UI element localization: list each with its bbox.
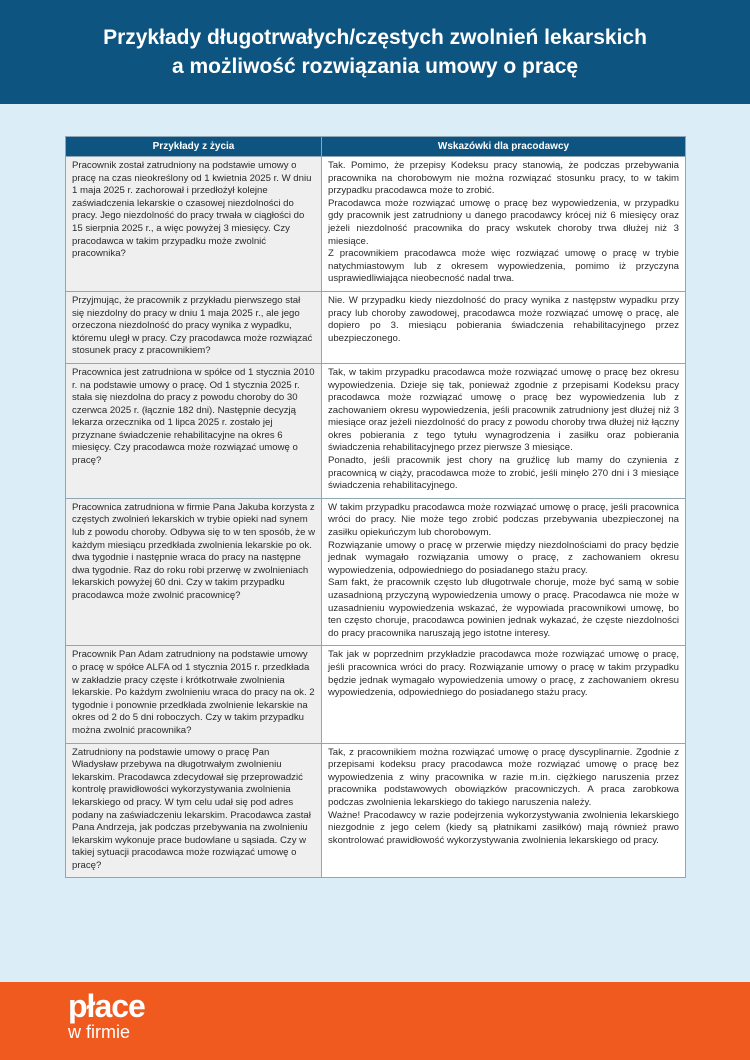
title-line-2: a możliwość rozwiązania umowy o pracę [171, 55, 579, 78]
table-header-row [66, 137, 686, 157]
employer-guidance: Tak, w takim przypadku pracodawca może rozwiązać umowę o pracę bez okresu wypowiedzenia. Dzieje się tak, ponieważ zgodnie z przepisami Kodeksu pracy pracodawca może rozwiązać umowę o pracę bez wypowiedzenia lub z zachowaniem okresu wypowiedzenia, jeśli pracownik zatrudniony jest dłużej niż 3 miesiące oraz jeżeli niezdolność do pracy z powodu choroby trwa dłużej niż łączny okres pobierania z tego tytułu wynagrodzenia i zasiłku oraz pobierania świadczenia rehabilitacyjnego przez pierwsze 3 miesiące. Ponadto, jeśli pracownik jest chory na gruźlicę lub mamy do czynienia z pracownicą w ciąży, pracodawca może to zrobić, jeśli minęło 270 dni i 3 miesiące świadczenia rehabilitacyjnego. [322, 363, 686, 498]
employer-guidance: Nie. W przypadku kiedy niezdolność do pracy wynika z następstw wypadku przy pracy lub choroby zawodowej, pracodawca może rozwiązać umowę o pracę, ale dopiero po 3. miesiącu pobierania świadczenia rehabilitacyjnego przez ubezpieczonego. [322, 291, 686, 363]
table-row [66, 363, 686, 498]
table-row [66, 743, 686, 878]
examples-table [65, 136, 686, 878]
employer-guidance: Tak, z pracownikiem można rozwiązać umowę o pracę dyscyplinarnie. Zgodnie z przepisami kodeksu pracy pracodawca może rozwiązać umowę o pracę bez wypowiedzenia z winy pracownika w razie m.in. ciężkiego naruszenia przez pracownika podstawowych obowiązków pracowniczych. A praca zarobkowa podczas zwolnienia lekarskiego do takiego naruszenia należy. Ważne! Pracodawcy w razie podejrzenia wykorzystywania zwolnienia lekarskiego niezgodnie z jego celem (kiedy są płatnikami zasiłków) mają również prawo skontrolować prawidłowość wykorzystywania zwolnienia lekarskiego od pracy. [322, 743, 686, 878]
example-question: Pracownica jest zatrudniona w spółce od 1 stycznia 2010 r. na podstawie umowy o pracę. Od 1 stycznia 2025 r. stała się niezdolna do pracy z powodu choroby do 30 czerwca 2025 r. (łącznie 182 dni). Następnie decyzją lekarza orzecznika od 1 lipca 2025 r. zostało jej przyznane świadczenie rehabilitacyjne na okres 6 miesięcy. Czy pracodawca może rozwiązać umowę o pracę? [66, 363, 322, 498]
example-question: Pracownica zatrudniona w firmie Pana Jakuba korzysta z częstych zwolnień lekarskich w trybie opieki nad synem lub z powodu choroby. Odbywa się to w ten sposób, że w każdym miesiącu przedkłada zwolnienia lekarskie po ok. dwa tygodnie i następnie wraca do pracy na następne dwa tygodnie. Raz do roku robi przerwę w zwolnieniach lekarskich powyżej 60 dni. Czy w takim przypadku pracodawca może zwolnić pracownicę? [66, 498, 322, 646]
page-header [0, 0, 750, 104]
title-line-1: Przykłady długotrwałych/częstych zwolnień lekarskich [103, 26, 647, 49]
page-title [103, 23, 647, 81]
examples-table-container [65, 136, 685, 878]
example-question: Pracownik Pan Adam zatrudniony na podstawie umowy o pracę w spółce ALFA od 1 stycznia 2015 r. przedkłada w zakładzie pracy częste i krótkotrwałe zwolnienia lekarskie. Po każdym zwolnieniu wraca do pracy na ok. 2 tygodnie i ponownie przedkłada zwolnienie lekarskie na okres od 2 do 5 dni roboczych. Czy w takim przypadku można zwolnić pracownika? [66, 646, 322, 743]
table-row [66, 291, 686, 363]
employer-guidance: Tak jak w poprzednim przykładzie pracodawca może rozwiązać umowę o pracę, jeśli pracownica wróci do pracy. Rozwiązanie umowy o pracę w takim przypadku będzie jednak wymagało wypowiedzenia umowy o pracę, z zachowaniem okresu wypowiedzenia, odpowiedniego do posiadanego stażu pracy. [322, 646, 686, 743]
column-header-examples: Przykłady z życia [66, 137, 322, 157]
logo-line-1: płace [68, 988, 145, 1024]
employer-guidance: W takim przypadku pracodawca może rozwiązać umowę o pracę, jeśli pracownica wróci do pracy. Nie może tego zrobić podczas przebywania ubezpieczonej na zasiłku opiekuńczym lub chorobowym. Rozwiązanie umowy o pracę w przerwie między niezdolnościami do pracy będzie jednak wymagało rozwiązania umowy o pracę, z zachowaniem okresu wypowiedzenia, odpowiedniego do posiadanego stażu pracy. Sam fakt, że pracownik często lub długotrwale choruje, może być samą w sobie uzasadnioną przyczyną wypowiedzenia umowy o pracę. Pracodawca nie może w uzasadnieniu wypowiedzenia wskazać, że wypowiada pracownikowi umowę, bo ten często choruje, pracodawca powinien jednak wykazać, że częste niezdolności do pracy pracownika naruszają jego istotne interesy. [322, 498, 686, 646]
example-question: Zatrudniony na podstawie umowy o pracę Pan Władysław przebywa na długotrwałym zwolnieniu lekarskim. Pracodawca zdecydował się przeprowadzić kontrolę prawidłowości wykorzystywania zwolnienia lekarskiego od pracy. W tym celu udał się pod adres podany na zaświadczeniu lekarskim. Pracodawca zastał Pana Andrzeja, jak podczas przebywania na zwolnieniu lekarskim wykonuje prace budowlane u sąsiada. Czy w takiej sytuacji pracodawca może rozwiązać umowę o pracę? [66, 743, 322, 878]
employer-guidance: Tak. Pomimo, że przepisy Kodeksu pracy stanowią, że podczas przebywania pracownika na chorobowym nie można rozwiązać stosunku pracy, to w takim przypadku pracodawca może to zrobić. Pracodawca może rozwiązać umowę o pracę bez wypowiedzenia, w przypadku gdy pracownik jest zatrudniony u danego pracodawcy krócej niż 6 miesięcy oraz jeżeli niezdolność pracownika do pracy wskutek choroby trwa dłużej niż 3 miesiące. Z pracownikiem pracodawca może więc rozwiązać umowę o pracę w trybie natychmiastowym lub z okresem wypowiedzenia, pomimo iż przyczyna usprawiedliwiająca nieobecność nadal trwa. [322, 157, 686, 292]
example-question: Pracownik został zatrudniony na podstawie umowy o pracę na czas nieokreślony od 1 kwietnia 2025 r. W dniu 1 maja 2025 r. zachorował i przedłożył kolejne zaświadczenia lekarskie o czasowej niezdolności do pracy. Jego niezdolność do pracy trwała w ciągłości do 15 sierpnia 2025 r., a więc powyżej 3 miesięcy. Czy pracodawca w takim przypadku może zwolnić pracownika? [66, 157, 322, 292]
table-row [66, 498, 686, 646]
table-row [66, 157, 686, 292]
place-w-firmie-logo [68, 990, 145, 1042]
footer-band [0, 982, 750, 1060]
logo-line-2: w firmie [68, 1022, 130, 1042]
example-question: Przyjmując, że pracownik z przykładu pierwszego stał się niezdolny do pracy w dniu 1 maja 2025 r., ale jego orzeczona niezdolność do pracy wynika z wypadku, któremu uległ w pracy. Czy pracodawca może rozwiązać stosunek pracy z pracownikiem? [66, 291, 322, 363]
column-header-guidance: Wskazówki dla pracodawcy [322, 137, 686, 157]
table-row [66, 646, 686, 743]
